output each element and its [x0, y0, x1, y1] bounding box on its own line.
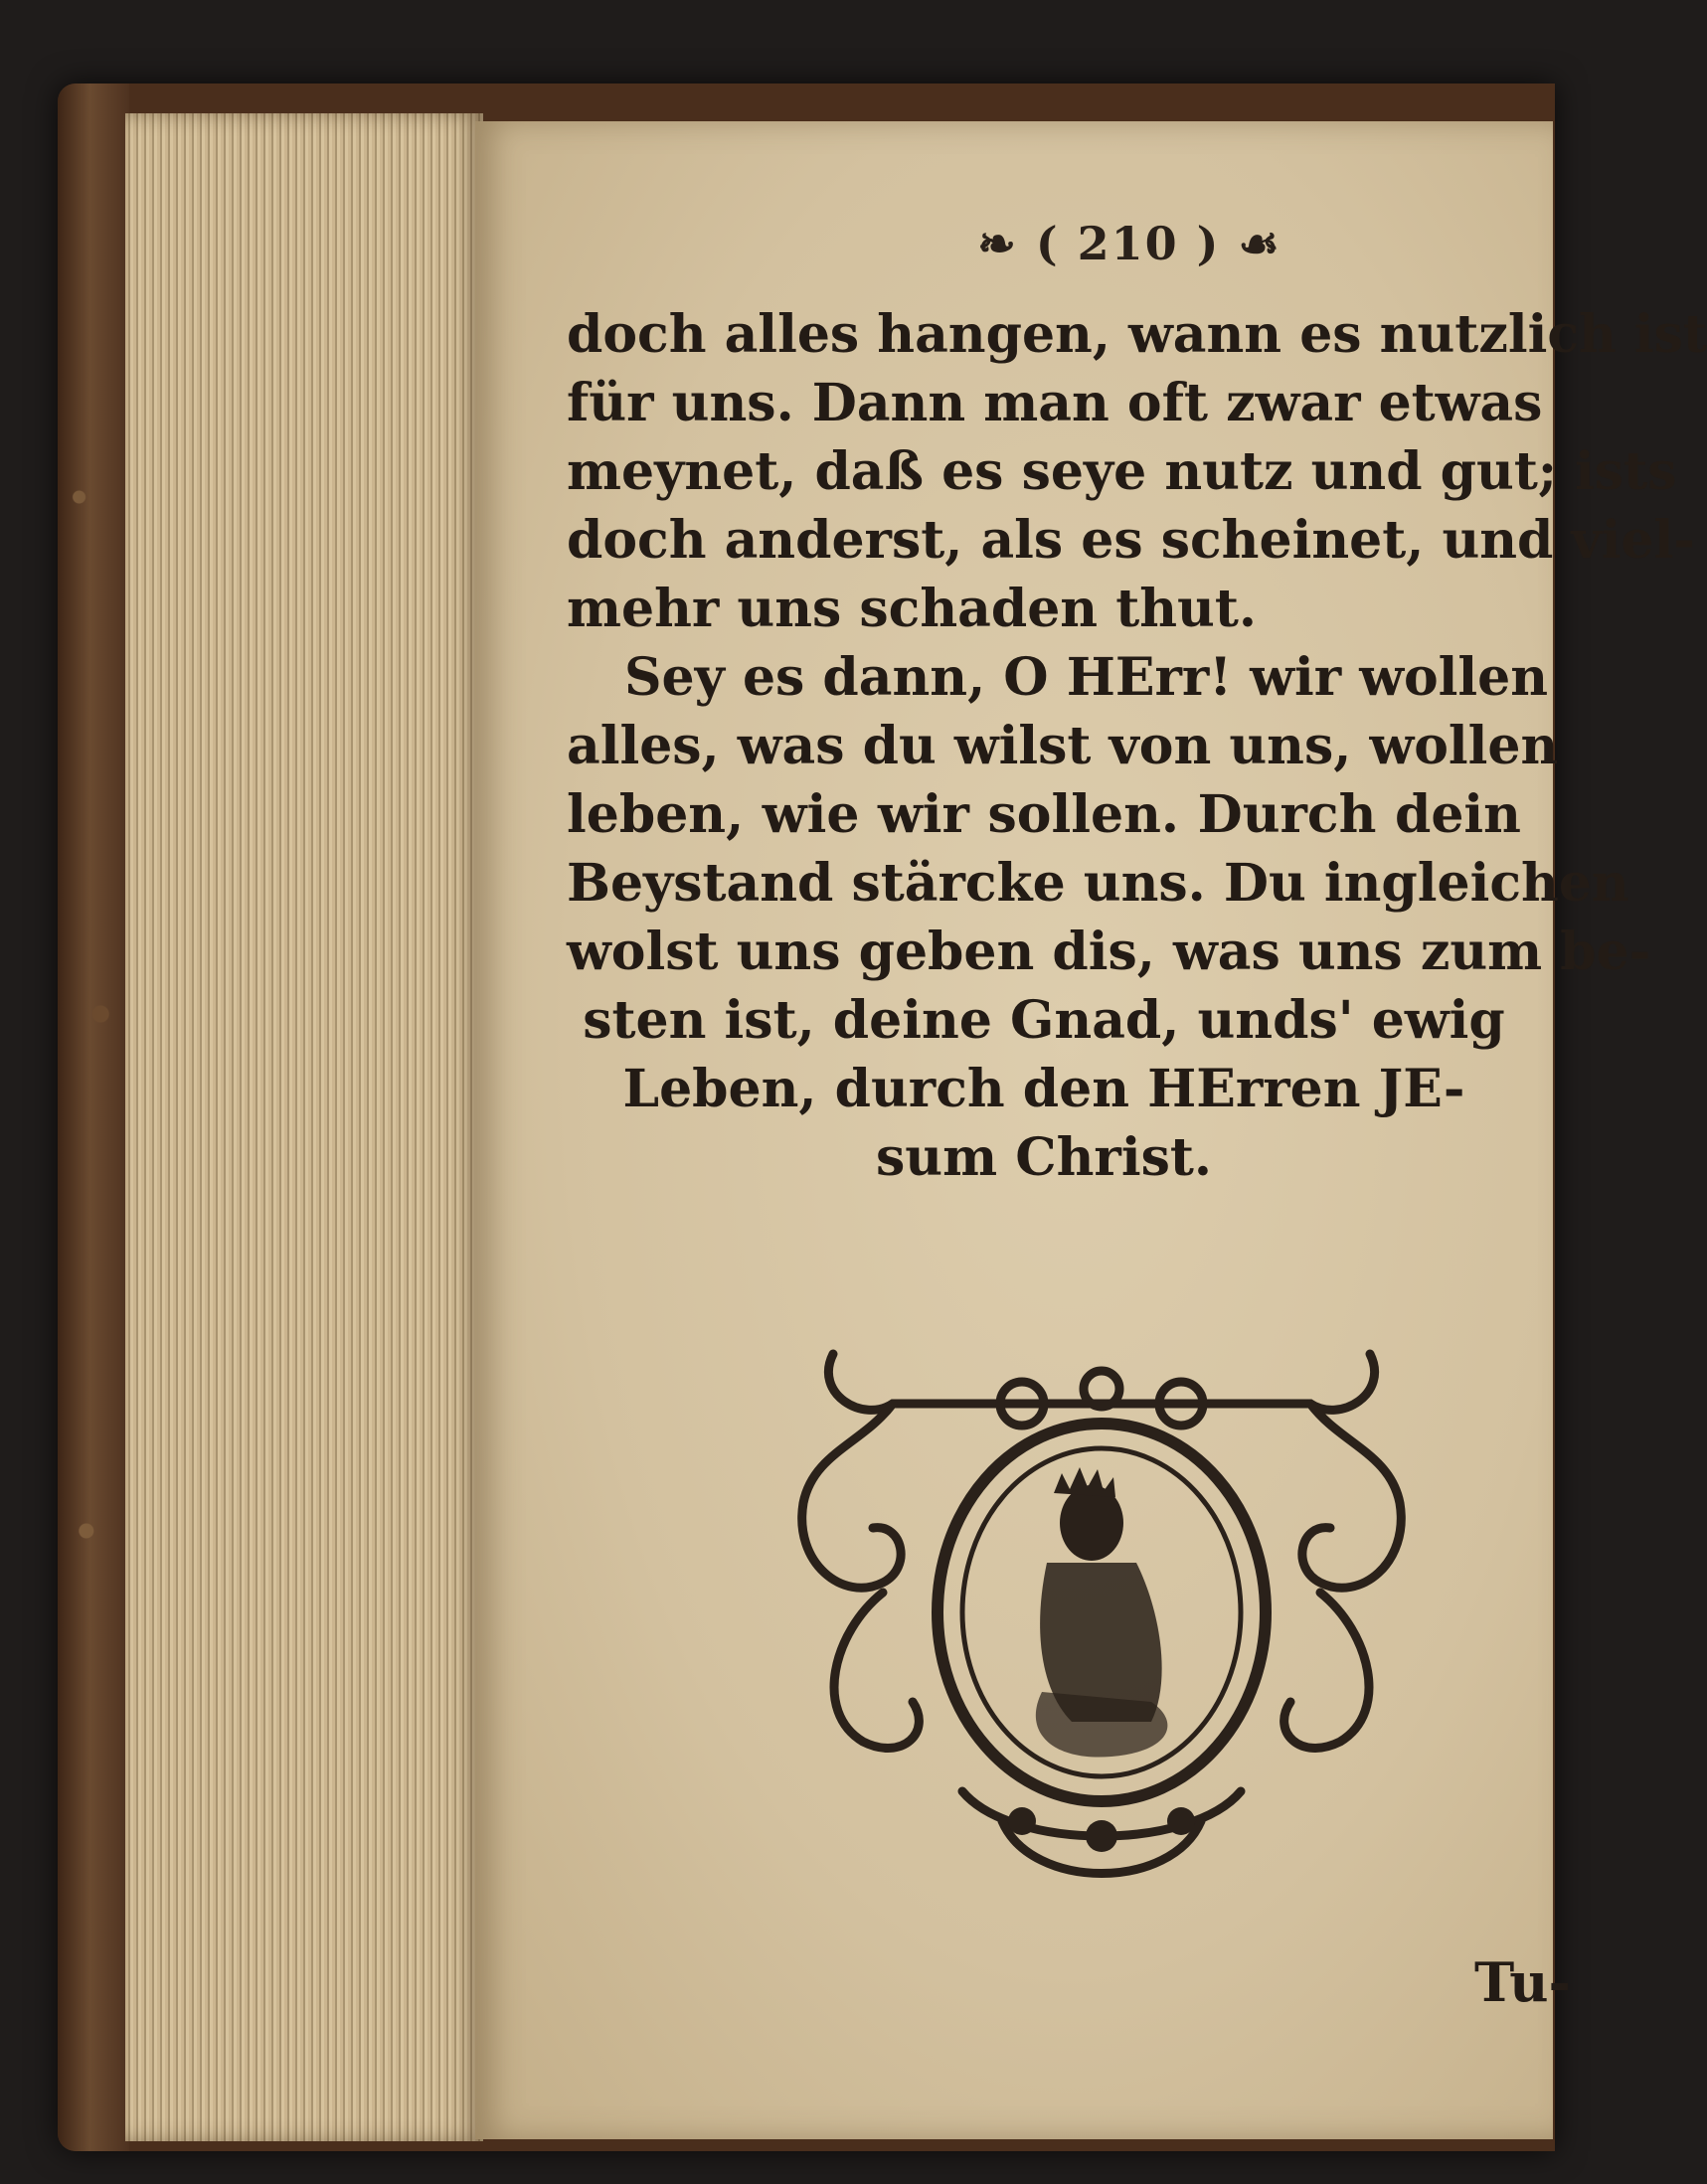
text-line: Sey es dann, O HErr! wir wollen — [624, 647, 1549, 708]
header-ornament-right-icon: ☙ — [1220, 217, 1281, 270]
page-number: ( 210 ) — [1035, 217, 1221, 270]
book-cover-edge — [58, 84, 129, 2151]
header-ornament-left-icon: ❧ — [977, 217, 1036, 270]
text-line: wolst uns geben dis, was uns zum be- — [567, 922, 1651, 982]
text-line: meynet, daß es seye nutz und gut; ists — [567, 441, 1677, 502]
text-line: sum Christ. — [876, 1127, 1212, 1188]
text-line: Beystand stärcke uns. Du ingleichen — [567, 853, 1629, 914]
text-line: mehr uns schaden thut. — [567, 579, 1257, 639]
text-line: doch anderst, als es scheinet, und viel- — [567, 510, 1695, 571]
catchword: Tu- — [1474, 1950, 1571, 2014]
page-number-header — [881, 217, 1378, 270]
book-page — [475, 121, 1707, 2139]
page-edges — [125, 113, 483, 2141]
text-line: alles, was du wilst von uns, wollen — [567, 716, 1559, 776]
ecce-homo-vignette-icon — [793, 1334, 1410, 1911]
text-line: leben, wie wir sollen. Durch dein — [567, 784, 1521, 845]
text-line: doch alles hangen, wann es nutzlich ist — [567, 304, 1707, 365]
book — [58, 84, 1707, 2151]
text-line: Leben, durch den HErren JE- — [622, 1059, 1465, 1119]
text-line: für uns. Dann man oft zwar etwas — [567, 373, 1543, 433]
text-line: sten ist, deine Gnad, unds' ewig — [583, 990, 1505, 1051]
page-text — [567, 300, 1707, 1192]
